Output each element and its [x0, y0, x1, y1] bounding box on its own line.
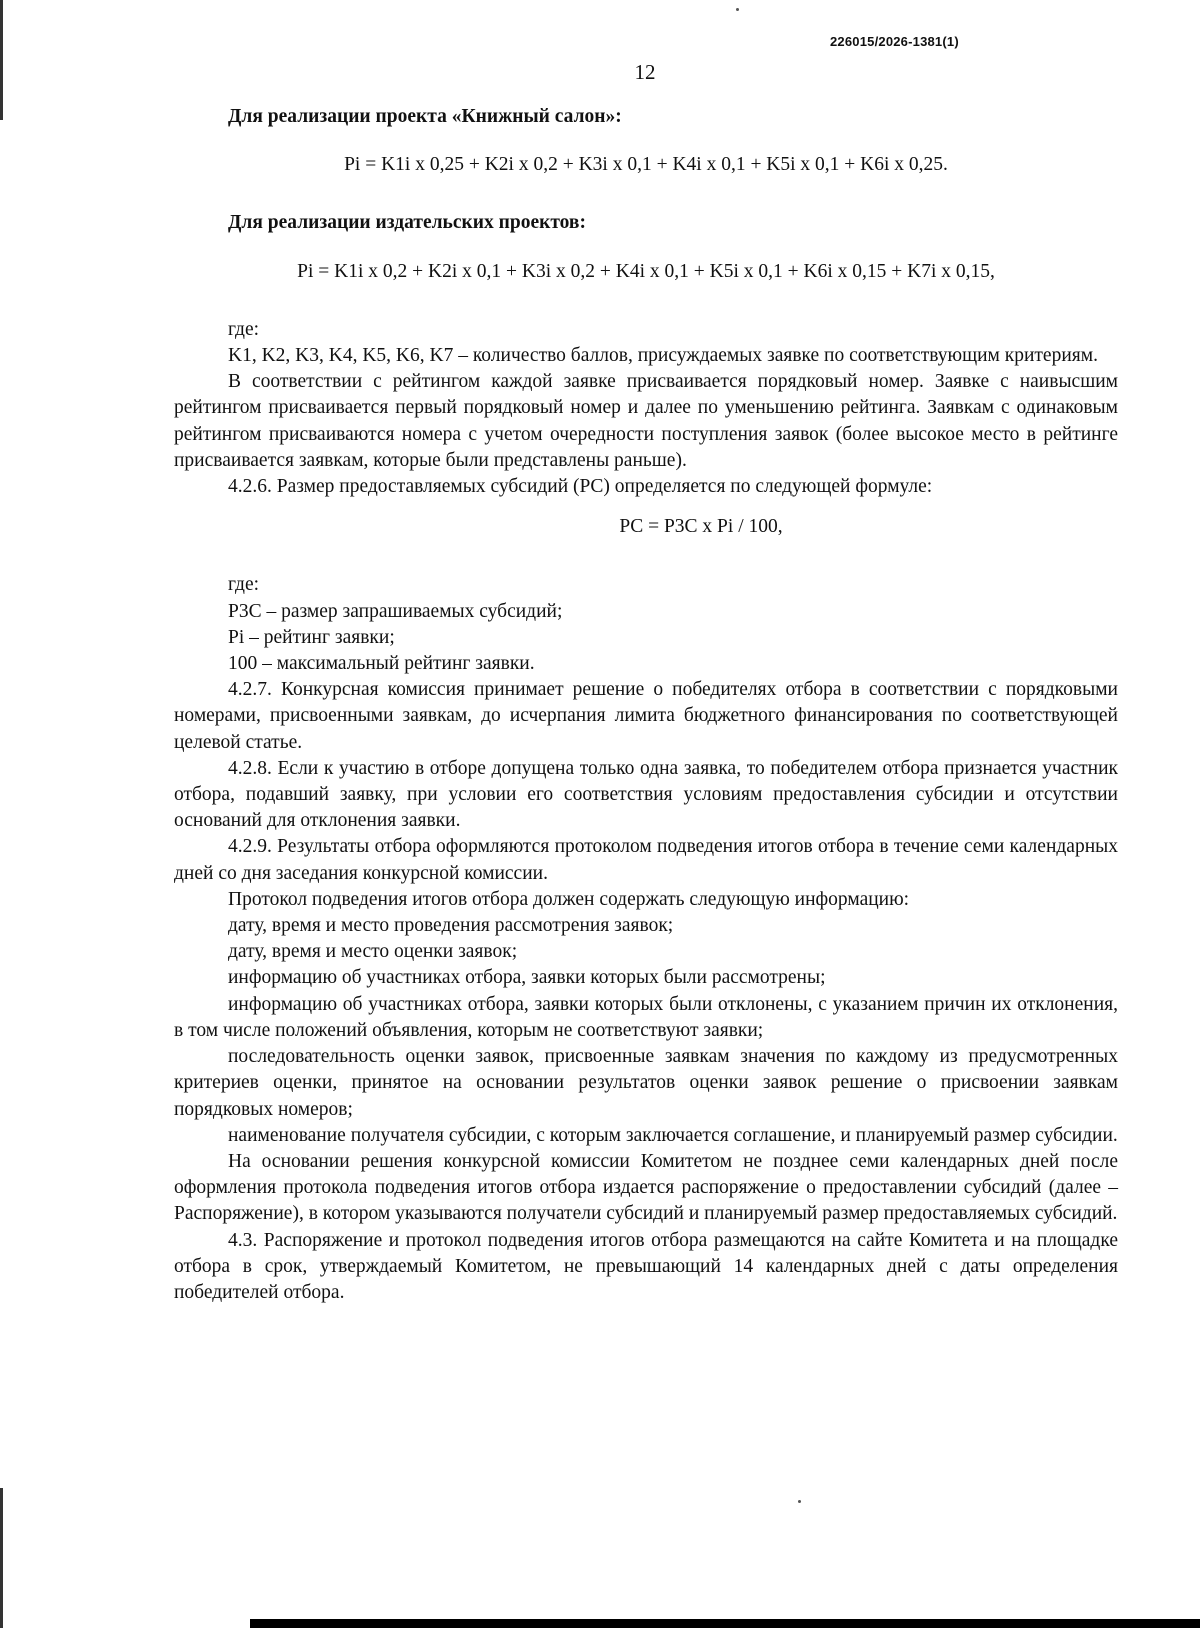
committee-paragraph: На основании решения конкурсной комиссии Комитетом не позднее семи календарных дней после оформления протокола подведения итогов отбора издается распоряжение о предоставлении субсидий (далее – Распоряжение), в котором указываются получатели субсидий и планируемый размер предоставляемых субсидий.	[174, 1150, 1118, 1225]
protocol-intro: Протокол подведения итогов отбора должен содержать следующую информацию:	[228, 888, 910, 910]
list-item: информацию об участниках отбора, заявки которых были отклонены, с указанием причин их отклонения, в том числе положений объявления, которым не соответствуют заявки;	[174, 993, 1118, 1041]
clause-4-2-7: 4.2.7. Конкурсная комиссия принимает решение о победителях отбора в соответствии с порядковыми номерами, присвоенными заявкам, до исчерпания лимита бюджетного финансирования по соответствующей целевой статье.	[174, 679, 1118, 753]
document-id: 226015/2026-1381(1)	[830, 34, 959, 49]
list-item: дату, время и место оценки заявок;	[228, 941, 518, 963]
document-body	[174, 104, 1118, 1306]
scan-speck	[736, 8, 739, 11]
clause-4-2-8: 4.2.8. Если к участию в отборе допущена только одна заявка, то победителем отбора признается участник отбора, подавший заявку, при условии его соответствия условиям предоставления субсидии и отсутствии оснований для отклонения заявки.	[174, 757, 1118, 832]
definition-100: 100 – максимальный рейтинг заявки.	[228, 653, 535, 675]
list-item: информацию об участниках отбора, заявки которых были рассмотрены;	[228, 967, 826, 989]
formula-pc: PC = P3C x Pi / 100,	[619, 516, 783, 538]
definition-pi: Pi – рейтинг заявки;	[228, 626, 395, 648]
clause-4-3: 4.3. Распоряжение и протокол подведения итогов отбора размещаются на сайте Комитета и на площадке отбора в срок, утверждаемый Комитетом, не превышающий 14 календарных дней с даты определения победителей отбора.	[174, 1229, 1118, 1303]
scan-bottom-edge	[250, 1619, 1200, 1628]
criteria-definition: K1, K2, K3, K4, K5, K6, K7 – количество баллов, присуждаемых заявке по соответствующим критериям.	[228, 345, 1098, 367]
formula-book-salon: Pi = K1i x 0,25 + K2i x 0,2 + K3i x 0,1 + K4i x 0,1 + K5i x 0,1 + K6i x 0,25.	[344, 154, 948, 176]
page-number: 12	[634, 60, 656, 84]
heading-publishing: Для реализации издательских проектов:	[228, 212, 586, 234]
list-item: дату, время и место проведения рассмотрения заявок;	[228, 915, 674, 937]
rating-paragraph: В соответствии с рейтингом каждой заявке присваивается порядковый номер. Заявке с наивысшим рейтингом присваивается первый порядковый номер и далее по уменьшению рейтинга. Заявкам с одинаковым рейтингом присваиваются номера с учетом очередности поступления заявок (более высокое место в рейтинге присваивается заявкам, которые были представлены раньше).	[174, 371, 1118, 471]
scan-edge-mark	[0, 1488, 3, 1628]
list-item: наименование получателя субсидии, с которым заключается соглашение, и планируемый размер субсидии.	[228, 1124, 1118, 1146]
list-item: последовательность оценки заявок, присвоенные заявкам значения по каждому из предусмотренных критериев оценки, принятое на основании результатов оценки заявок решение о присвоении заявкам порядковых номеров;	[174, 1046, 1118, 1120]
clause-4-2-6: 4.2.6. Размер предоставляемых субсидий (PC) определяется по следующей формуле:	[228, 476, 933, 498]
heading-book-salon: Для реализации проекта «Книжный салон»:	[228, 106, 622, 127]
scan-speck	[798, 1500, 801, 1503]
clause-4-2-9: 4.2.9. Результаты отбора оформляются протоколом подведения итогов отбора в течение семи календарных дней со дня заседания конкурсной комиссии.	[174, 836, 1118, 884]
where-label: где:	[228, 574, 260, 596]
definition-pzc: P3C – размер запрашиваемых субсидий;	[228, 600, 563, 622]
formula-publishing: Pi = K1i x 0,2 + K2i x 0,1 + K3i x 0,2 + K4i x 0,1 + K5i x 0,1 + K6i x 0,15 + K7i x 0,15,	[297, 260, 995, 282]
where-label: где:	[228, 318, 260, 340]
